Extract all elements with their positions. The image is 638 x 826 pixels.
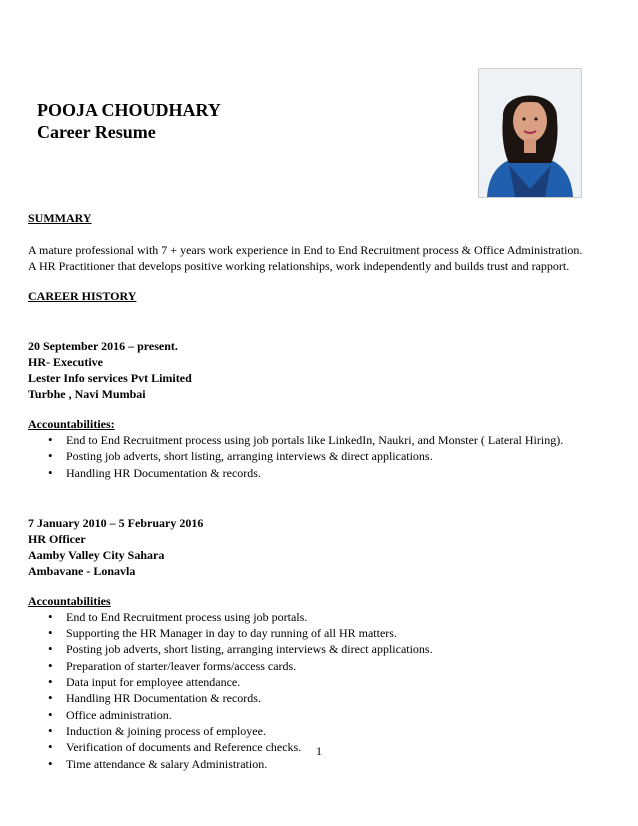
list-item: • Preparation of starter/leaver forms/access cards.: [48, 658, 613, 674]
accountabilities-list: [28, 432, 613, 481]
name-block: [37, 99, 221, 143]
resume-subtitle: Career Resume: [37, 122, 156, 142]
job-company: Aamby Valley City Sahara: [28, 547, 165, 562]
job-dates: 20 September 2016 – present.: [28, 339, 178, 353]
job-company: Lester Info services Pvt Limited: [28, 371, 192, 385]
list-item: • End to End Recruitment process using job portals.: [48, 609, 613, 625]
job-title: HR- Executive: [28, 355, 103, 369]
portrait-image: [479, 69, 581, 197]
list-item: • Posting job adverts, short listing, arranging interviews & direct applications.: [48, 641, 613, 657]
job-title: HR Officer: [28, 531, 86, 546]
accountabilities-heading: Accountabilities:: [28, 417, 115, 431]
list-item: • Time attendance & salary Administration.: [48, 756, 613, 772]
accountabilities-heading: Accountabilities: [28, 593, 111, 608]
list-item: • Posting job adverts, short listing, arranging interviews & direct applications.: [48, 448, 613, 464]
job-entry: [28, 338, 613, 481]
career-history-heading: CAREER HISTORY: [28, 289, 137, 303]
list-item: • Office administration.: [48, 707, 613, 723]
job-entry: [28, 515, 613, 772]
list-item: • Handling HR Documentation & records.: [48, 690, 613, 706]
profile-photo: [478, 68, 582, 198]
candidate-name: POOJA CHOUDHARY: [37, 100, 221, 120]
page-number: 1: [316, 744, 322, 758]
job-dates: 7 January 2010 – 5 February 2016: [28, 515, 204, 530]
list-item: • Data input for employee attendance.: [48, 674, 613, 690]
list-item: • Induction & joining process of employee.: [48, 723, 613, 739]
list-item: • Verification of documents and Reference checks.: [48, 739, 613, 755]
summary-heading: SUMMARY: [28, 211, 92, 225]
resume-body: [28, 210, 613, 772]
job-location: Ambavane - Lonavla: [28, 563, 136, 578]
list-item: • Handling HR Documentation & records.: [48, 465, 613, 481]
summary-line-1: A mature professional with 7 + years work experience in End to End Recruitment process & Office Administration.: [28, 243, 583, 257]
summary-line-2: A HR Practitioner that develops positive working relationships, work independently and builds trust and rapport.: [28, 259, 570, 273]
list-item: • Supporting the HR Manager in day to day running of all HR matters.: [48, 625, 613, 641]
job-location: Turbhe , Navi Mumbai: [28, 387, 146, 401]
list-item: • End to End Recruitment process using job portals like LinkedIn, Naukri, and Monster ( Lateral Hiring).: [48, 432, 613, 448]
